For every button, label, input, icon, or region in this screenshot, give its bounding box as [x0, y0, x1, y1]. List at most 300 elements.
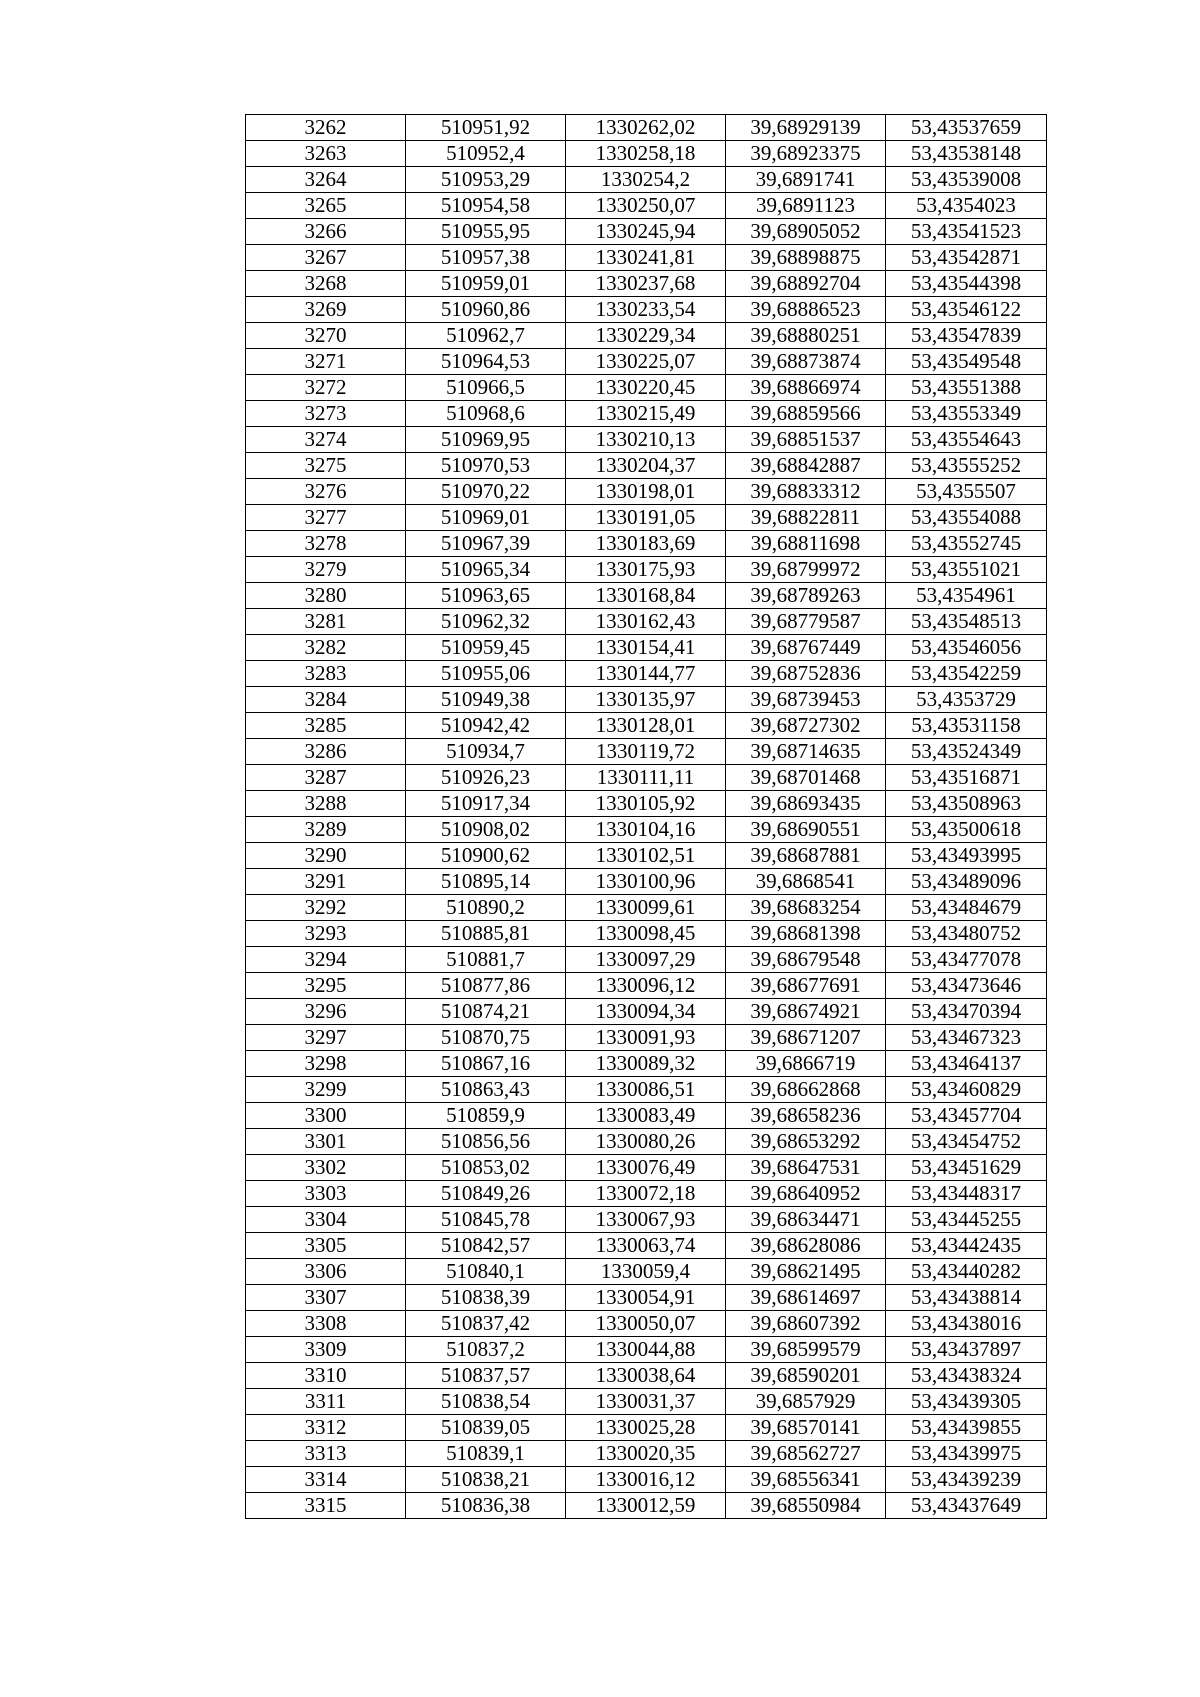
point-number-cell: 3281 — [246, 609, 406, 635]
point-number-cell: 3288 — [246, 791, 406, 817]
table-row — [246, 349, 1047, 375]
x-coordinate-cell: 510853,02 — [406, 1155, 566, 1181]
longitude-cell: 39,68662868 — [726, 1077, 886, 1103]
x-coordinate-cell: 510837,57 — [406, 1363, 566, 1389]
latitude-cell: 53,43439305 — [886, 1389, 1047, 1415]
x-coordinate-cell: 510954,58 — [406, 193, 566, 219]
longitude-cell: 39,68677691 — [726, 973, 886, 999]
y-coordinate-cell: 1330094,34 — [566, 999, 726, 1025]
table-row — [246, 609, 1047, 635]
x-coordinate-cell: 510959,45 — [406, 635, 566, 661]
longitude-cell: 39,68739453 — [726, 687, 886, 713]
latitude-cell: 53,43484679 — [886, 895, 1047, 921]
y-coordinate-cell: 1330089,32 — [566, 1051, 726, 1077]
table-row — [246, 531, 1047, 557]
table-row — [246, 999, 1047, 1025]
x-coordinate-cell: 510966,5 — [406, 375, 566, 401]
latitude-cell: 53,43439239 — [886, 1467, 1047, 1493]
x-coordinate-cell: 510840,1 — [406, 1259, 566, 1285]
table-row — [246, 219, 1047, 245]
latitude-cell: 53,43438814 — [886, 1285, 1047, 1311]
latitude-cell: 53,4354023 — [886, 193, 1047, 219]
y-coordinate-cell: 1330091,93 — [566, 1025, 726, 1051]
longitude-cell: 39,68653292 — [726, 1129, 886, 1155]
x-coordinate-cell: 510890,2 — [406, 895, 566, 921]
table-row — [246, 661, 1047, 687]
longitude-cell: 39,68822811 — [726, 505, 886, 531]
longitude-cell: 39,6857929 — [726, 1389, 886, 1415]
longitude-cell: 39,68851537 — [726, 427, 886, 453]
y-coordinate-cell: 1330038,64 — [566, 1363, 726, 1389]
latitude-cell: 53,43531158 — [886, 713, 1047, 739]
y-coordinate-cell: 1330258,18 — [566, 141, 726, 167]
y-coordinate-cell: 1330072,18 — [566, 1181, 726, 1207]
longitude-cell: 39,68714635 — [726, 739, 886, 765]
latitude-cell: 53,43437649 — [886, 1493, 1047, 1519]
table-row — [246, 505, 1047, 531]
y-coordinate-cell: 1330225,07 — [566, 349, 726, 375]
point-number-cell: 3280 — [246, 583, 406, 609]
longitude-cell: 39,68779587 — [726, 609, 886, 635]
y-coordinate-cell: 1330063,74 — [566, 1233, 726, 1259]
x-coordinate-cell: 510949,38 — [406, 687, 566, 713]
y-coordinate-cell: 1330111,11 — [566, 765, 726, 791]
y-coordinate-cell: 1330098,45 — [566, 921, 726, 947]
x-coordinate-cell: 510839,1 — [406, 1441, 566, 1467]
latitude-cell: 53,43454752 — [886, 1129, 1047, 1155]
table-row — [246, 141, 1047, 167]
x-coordinate-cell: 510934,7 — [406, 739, 566, 765]
y-coordinate-cell: 1330031,37 — [566, 1389, 726, 1415]
point-number-cell: 3295 — [246, 973, 406, 999]
y-coordinate-cell: 1330080,26 — [566, 1129, 726, 1155]
latitude-cell: 53,43464137 — [886, 1051, 1047, 1077]
point-number-cell: 3313 — [246, 1441, 406, 1467]
table-row — [246, 401, 1047, 427]
point-number-cell: 3286 — [246, 739, 406, 765]
y-coordinate-cell: 1330054,91 — [566, 1285, 726, 1311]
table-row — [246, 1129, 1047, 1155]
y-coordinate-cell: 1330104,16 — [566, 817, 726, 843]
longitude-cell: 39,68687881 — [726, 843, 886, 869]
y-coordinate-cell: 1330099,61 — [566, 895, 726, 921]
y-coordinate-cell: 1330025,28 — [566, 1415, 726, 1441]
y-coordinate-cell: 1330016,12 — [566, 1467, 726, 1493]
table-row — [246, 1467, 1047, 1493]
longitude-cell: 39,6868541 — [726, 869, 886, 895]
table-row — [246, 1363, 1047, 1389]
point-number-cell: 3314 — [246, 1467, 406, 1493]
table-row — [246, 687, 1047, 713]
table-row — [246, 583, 1047, 609]
longitude-cell: 39,68628086 — [726, 1233, 886, 1259]
point-number-cell: 3289 — [246, 817, 406, 843]
point-number-cell: 3293 — [246, 921, 406, 947]
y-coordinate-cell: 1330241,81 — [566, 245, 726, 271]
table-row — [246, 1181, 1047, 1207]
y-coordinate-cell: 1330059,4 — [566, 1259, 726, 1285]
point-number-cell: 3297 — [246, 1025, 406, 1051]
point-number-cell: 3264 — [246, 167, 406, 193]
table-row — [246, 1493, 1047, 1519]
coordinates-table — [245, 114, 1047, 1519]
table-row — [246, 817, 1047, 843]
longitude-cell: 39,68607392 — [726, 1311, 886, 1337]
point-number-cell: 3291 — [246, 869, 406, 895]
x-coordinate-cell: 510957,38 — [406, 245, 566, 271]
x-coordinate-cell: 510969,95 — [406, 427, 566, 453]
y-coordinate-cell: 1330020,35 — [566, 1441, 726, 1467]
latitude-cell: 53,43489096 — [886, 869, 1047, 895]
latitude-cell: 53,43551388 — [886, 375, 1047, 401]
x-coordinate-cell: 510959,01 — [406, 271, 566, 297]
x-coordinate-cell: 510838,39 — [406, 1285, 566, 1311]
table-row — [246, 791, 1047, 817]
latitude-cell: 53,43473646 — [886, 973, 1047, 999]
point-number-cell: 3282 — [246, 635, 406, 661]
latitude-cell: 53,43440282 — [886, 1259, 1047, 1285]
y-coordinate-cell: 1330220,45 — [566, 375, 726, 401]
y-coordinate-cell: 1330183,69 — [566, 531, 726, 557]
longitude-cell: 39,68556341 — [726, 1467, 886, 1493]
latitude-cell: 53,43477078 — [886, 947, 1047, 973]
point-number-cell: 3269 — [246, 297, 406, 323]
x-coordinate-cell: 510926,23 — [406, 765, 566, 791]
latitude-cell: 53,43538148 — [886, 141, 1047, 167]
table-row — [246, 479, 1047, 505]
y-coordinate-cell: 1330044,88 — [566, 1337, 726, 1363]
point-number-cell: 3272 — [246, 375, 406, 401]
latitude-cell: 53,43470394 — [886, 999, 1047, 1025]
x-coordinate-cell: 510837,2 — [406, 1337, 566, 1363]
longitude-cell: 39,68880251 — [726, 323, 886, 349]
x-coordinate-cell: 510952,4 — [406, 141, 566, 167]
latitude-cell: 53,43541523 — [886, 219, 1047, 245]
point-number-cell: 3285 — [246, 713, 406, 739]
coordinates-table-body — [246, 115, 1047, 1519]
latitude-cell: 53,43546122 — [886, 297, 1047, 323]
point-number-cell: 3312 — [246, 1415, 406, 1441]
point-number-cell: 3271 — [246, 349, 406, 375]
x-coordinate-cell: 510900,62 — [406, 843, 566, 869]
table-row — [246, 1077, 1047, 1103]
x-coordinate-cell: 510877,86 — [406, 973, 566, 999]
x-coordinate-cell: 510951,92 — [406, 115, 566, 141]
point-number-cell: 3305 — [246, 1233, 406, 1259]
longitude-cell: 39,68866974 — [726, 375, 886, 401]
longitude-cell: 39,68833312 — [726, 479, 886, 505]
point-number-cell: 3303 — [246, 1181, 406, 1207]
x-coordinate-cell: 510838,21 — [406, 1467, 566, 1493]
latitude-cell: 53,43537659 — [886, 115, 1047, 141]
point-number-cell: 3306 — [246, 1259, 406, 1285]
point-number-cell: 3262 — [246, 115, 406, 141]
latitude-cell: 53,43548513 — [886, 609, 1047, 635]
point-number-cell: 3287 — [246, 765, 406, 791]
point-number-cell: 3294 — [246, 947, 406, 973]
longitude-cell: 39,68892704 — [726, 271, 886, 297]
x-coordinate-cell: 510960,86 — [406, 297, 566, 323]
latitude-cell: 53,4354961 — [886, 583, 1047, 609]
point-number-cell: 3292 — [246, 895, 406, 921]
y-coordinate-cell: 1330067,93 — [566, 1207, 726, 1233]
x-coordinate-cell: 510953,29 — [406, 167, 566, 193]
point-number-cell: 3266 — [246, 219, 406, 245]
point-number-cell: 3283 — [246, 661, 406, 687]
longitude-cell: 39,68674921 — [726, 999, 886, 1025]
table-row — [246, 869, 1047, 895]
y-coordinate-cell: 1330262,02 — [566, 115, 726, 141]
table-row — [246, 297, 1047, 323]
point-number-cell: 3274 — [246, 427, 406, 453]
latitude-cell: 53,4353729 — [886, 687, 1047, 713]
latitude-cell: 53,43438016 — [886, 1311, 1047, 1337]
latitude-cell: 53,43442435 — [886, 1233, 1047, 1259]
table-row — [246, 1025, 1047, 1051]
y-coordinate-cell: 1330144,77 — [566, 661, 726, 687]
point-number-cell: 3296 — [246, 999, 406, 1025]
longitude-cell: 39,68842887 — [726, 453, 886, 479]
y-coordinate-cell: 1330128,01 — [566, 713, 726, 739]
table-row — [246, 427, 1047, 453]
latitude-cell: 53,43549548 — [886, 349, 1047, 375]
longitude-cell: 39,68701468 — [726, 765, 886, 791]
y-coordinate-cell: 1330237,68 — [566, 271, 726, 297]
x-coordinate-cell: 510942,42 — [406, 713, 566, 739]
latitude-cell: 53,43493995 — [886, 843, 1047, 869]
table-row — [246, 1259, 1047, 1285]
latitude-cell: 53,43555252 — [886, 453, 1047, 479]
x-coordinate-cell: 510885,81 — [406, 921, 566, 947]
longitude-cell: 39,68550984 — [726, 1493, 886, 1519]
x-coordinate-cell: 510895,14 — [406, 869, 566, 895]
table-row — [246, 765, 1047, 791]
longitude-cell: 39,68634471 — [726, 1207, 886, 1233]
latitude-cell: 53,43554643 — [886, 427, 1047, 453]
table-row — [246, 1285, 1047, 1311]
longitude-cell: 39,68923375 — [726, 141, 886, 167]
x-coordinate-cell: 510962,7 — [406, 323, 566, 349]
table-row — [246, 167, 1047, 193]
y-coordinate-cell: 1330229,34 — [566, 323, 726, 349]
y-coordinate-cell: 1330191,05 — [566, 505, 726, 531]
point-number-cell: 3263 — [246, 141, 406, 167]
y-coordinate-cell: 1330076,49 — [566, 1155, 726, 1181]
table-row — [246, 1337, 1047, 1363]
longitude-cell: 39,68599579 — [726, 1337, 886, 1363]
longitude-cell: 39,68859566 — [726, 401, 886, 427]
x-coordinate-cell: 510838,54 — [406, 1389, 566, 1415]
y-coordinate-cell: 1330119,72 — [566, 739, 726, 765]
x-coordinate-cell: 510837,42 — [406, 1311, 566, 1337]
longitude-cell: 39,68640952 — [726, 1181, 886, 1207]
point-number-cell: 3268 — [246, 271, 406, 297]
longitude-cell: 39,68614697 — [726, 1285, 886, 1311]
y-coordinate-cell: 1330198,01 — [566, 479, 726, 505]
x-coordinate-cell: 510964,53 — [406, 349, 566, 375]
longitude-cell: 39,68767449 — [726, 635, 886, 661]
x-coordinate-cell: 510859,9 — [406, 1103, 566, 1129]
point-number-cell: 3307 — [246, 1285, 406, 1311]
y-coordinate-cell: 1330097,29 — [566, 947, 726, 973]
latitude-cell: 53,43547839 — [886, 323, 1047, 349]
point-number-cell: 3308 — [246, 1311, 406, 1337]
latitude-cell: 53,43516871 — [886, 765, 1047, 791]
table-row — [246, 843, 1047, 869]
table-row — [246, 947, 1047, 973]
x-coordinate-cell: 510867,16 — [406, 1051, 566, 1077]
latitude-cell: 53,43439975 — [886, 1441, 1047, 1467]
x-coordinate-cell: 510881,7 — [406, 947, 566, 973]
table-row — [246, 193, 1047, 219]
x-coordinate-cell: 510870,75 — [406, 1025, 566, 1051]
x-coordinate-cell: 510839,05 — [406, 1415, 566, 1441]
longitude-cell: 39,68873874 — [726, 349, 886, 375]
table-row — [246, 271, 1047, 297]
table-row — [246, 921, 1047, 947]
table-row — [246, 375, 1047, 401]
y-coordinate-cell: 1330162,43 — [566, 609, 726, 635]
x-coordinate-cell: 510963,65 — [406, 583, 566, 609]
table-row — [246, 1207, 1047, 1233]
point-number-cell: 3279 — [246, 557, 406, 583]
point-number-cell: 3310 — [246, 1363, 406, 1389]
longitude-cell: 39,68658236 — [726, 1103, 886, 1129]
longitude-cell: 39,68683254 — [726, 895, 886, 921]
point-number-cell: 3290 — [246, 843, 406, 869]
table-row — [246, 973, 1047, 999]
longitude-cell: 39,68898875 — [726, 245, 886, 271]
y-coordinate-cell: 1330083,49 — [566, 1103, 726, 1129]
point-number-cell: 3298 — [246, 1051, 406, 1077]
longitude-cell: 39,68886523 — [726, 297, 886, 323]
y-coordinate-cell: 1330245,94 — [566, 219, 726, 245]
longitude-cell: 39,68590201 — [726, 1363, 886, 1389]
point-number-cell: 3304 — [246, 1207, 406, 1233]
latitude-cell: 53,43544398 — [886, 271, 1047, 297]
longitude-cell: 39,68693435 — [726, 791, 886, 817]
point-number-cell: 3275 — [246, 453, 406, 479]
x-coordinate-cell: 510969,01 — [406, 505, 566, 531]
longitude-cell: 39,68647531 — [726, 1155, 886, 1181]
point-number-cell: 3270 — [246, 323, 406, 349]
longitude-cell: 39,68570141 — [726, 1415, 886, 1441]
table-row — [246, 323, 1047, 349]
longitude-cell: 39,68690551 — [726, 817, 886, 843]
longitude-cell: 39,6891741 — [726, 167, 886, 193]
table-row — [246, 895, 1047, 921]
x-coordinate-cell: 510856,56 — [406, 1129, 566, 1155]
x-coordinate-cell: 510842,57 — [406, 1233, 566, 1259]
latitude-cell: 53,43439855 — [886, 1415, 1047, 1441]
y-coordinate-cell: 1330204,37 — [566, 453, 726, 479]
x-coordinate-cell: 510908,02 — [406, 817, 566, 843]
point-number-cell: 3315 — [246, 1493, 406, 1519]
point-number-cell: 3300 — [246, 1103, 406, 1129]
table-row — [246, 713, 1047, 739]
latitude-cell: 53,4355507 — [886, 479, 1047, 505]
longitude-cell: 39,68727302 — [726, 713, 886, 739]
y-coordinate-cell: 1330250,07 — [566, 193, 726, 219]
latitude-cell: 53,43508963 — [886, 791, 1047, 817]
latitude-cell: 53,43451629 — [886, 1155, 1047, 1181]
x-coordinate-cell: 510970,53 — [406, 453, 566, 479]
y-coordinate-cell: 1330154,41 — [566, 635, 726, 661]
longitude-cell: 39,68811698 — [726, 531, 886, 557]
longitude-cell: 39,6866719 — [726, 1051, 886, 1077]
latitude-cell: 53,43438324 — [886, 1363, 1047, 1389]
table-row — [246, 245, 1047, 271]
latitude-cell: 53,43448317 — [886, 1181, 1047, 1207]
table-row — [246, 1441, 1047, 1467]
y-coordinate-cell: 1330086,51 — [566, 1077, 726, 1103]
x-coordinate-cell: 510845,78 — [406, 1207, 566, 1233]
y-coordinate-cell: 1330105,92 — [566, 791, 726, 817]
latitude-cell: 53,43500618 — [886, 817, 1047, 843]
longitude-cell: 39,68671207 — [726, 1025, 886, 1051]
longitude-cell: 39,68679548 — [726, 947, 886, 973]
table-row — [246, 1389, 1047, 1415]
table-row — [246, 1311, 1047, 1337]
point-number-cell: 3284 — [246, 687, 406, 713]
point-number-cell: 3311 — [246, 1389, 406, 1415]
table-row — [246, 1103, 1047, 1129]
latitude-cell: 53,43546056 — [886, 635, 1047, 661]
point-number-cell: 3301 — [246, 1129, 406, 1155]
point-number-cell: 3276 — [246, 479, 406, 505]
longitude-cell: 39,68789263 — [726, 583, 886, 609]
latitude-cell: 53,43445255 — [886, 1207, 1047, 1233]
latitude-cell: 53,43552745 — [886, 531, 1047, 557]
longitude-cell: 39,68752836 — [726, 661, 886, 687]
point-number-cell: 3265 — [246, 193, 406, 219]
x-coordinate-cell: 510967,39 — [406, 531, 566, 557]
table-row — [246, 115, 1047, 141]
x-coordinate-cell: 510917,34 — [406, 791, 566, 817]
y-coordinate-cell: 1330135,97 — [566, 687, 726, 713]
latitude-cell: 53,43467323 — [886, 1025, 1047, 1051]
point-number-cell: 3273 — [246, 401, 406, 427]
latitude-cell: 53,43539008 — [886, 167, 1047, 193]
x-coordinate-cell: 510955,06 — [406, 661, 566, 687]
y-coordinate-cell: 1330215,49 — [566, 401, 726, 427]
table-row — [246, 1051, 1047, 1077]
latitude-cell: 53,43457704 — [886, 1103, 1047, 1129]
latitude-cell: 53,43542871 — [886, 245, 1047, 271]
x-coordinate-cell: 510836,38 — [406, 1493, 566, 1519]
longitude-cell: 39,68562727 — [726, 1441, 886, 1467]
x-coordinate-cell: 510968,6 — [406, 401, 566, 427]
latitude-cell: 53,43553349 — [886, 401, 1047, 427]
point-number-cell: 3309 — [246, 1337, 406, 1363]
x-coordinate-cell: 510863,43 — [406, 1077, 566, 1103]
x-coordinate-cell: 510849,26 — [406, 1181, 566, 1207]
y-coordinate-cell: 1330096,12 — [566, 973, 726, 999]
x-coordinate-cell: 510965,34 — [406, 557, 566, 583]
point-number-cell: 3299 — [246, 1077, 406, 1103]
point-number-cell: 3267 — [246, 245, 406, 271]
point-number-cell: 3277 — [246, 505, 406, 531]
x-coordinate-cell: 510955,95 — [406, 219, 566, 245]
y-coordinate-cell: 1330012,59 — [566, 1493, 726, 1519]
longitude-cell: 39,68929139 — [726, 115, 886, 141]
x-coordinate-cell: 510970,22 — [406, 479, 566, 505]
table-row — [246, 1233, 1047, 1259]
longitude-cell: 39,68799972 — [726, 557, 886, 583]
y-coordinate-cell: 1330168,84 — [566, 583, 726, 609]
y-coordinate-cell: 1330100,96 — [566, 869, 726, 895]
y-coordinate-cell: 1330050,07 — [566, 1311, 726, 1337]
